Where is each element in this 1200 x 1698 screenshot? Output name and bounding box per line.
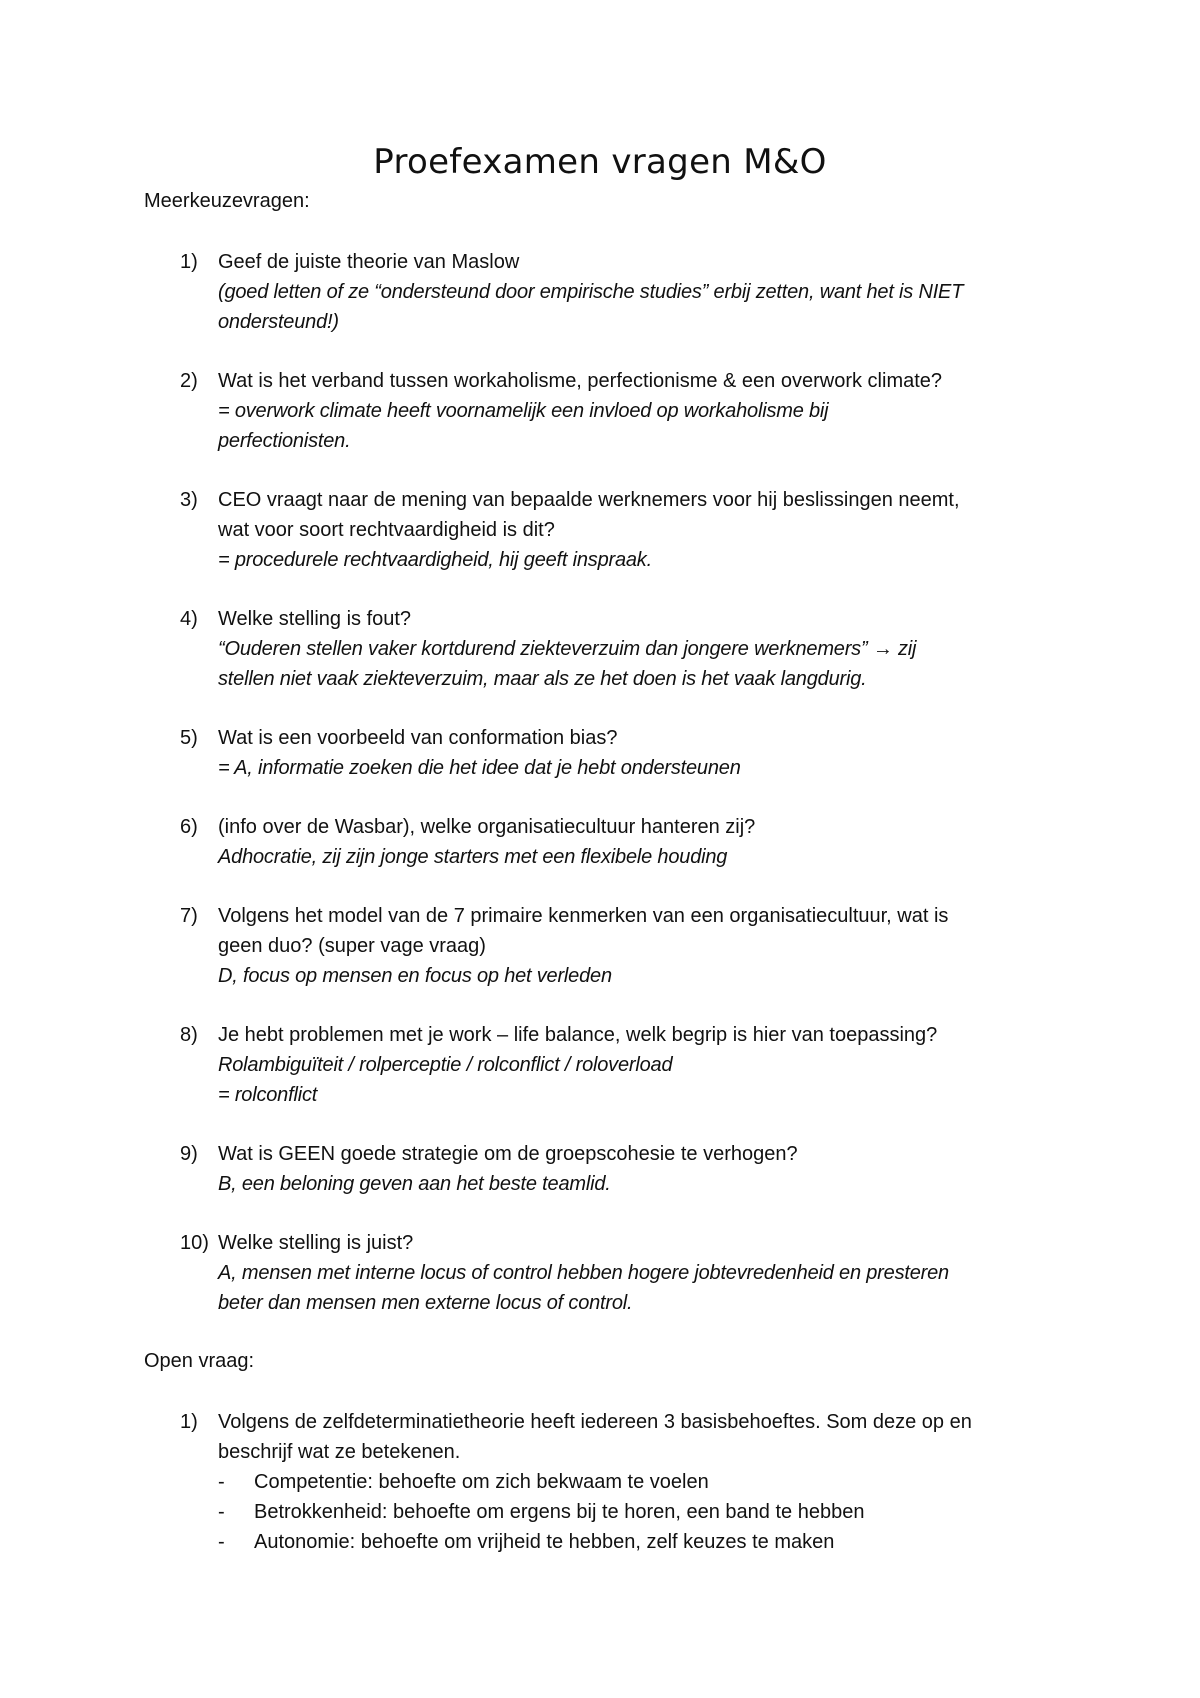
answer-text: perfectionisten.: [218, 430, 351, 452]
answer-text: = procedurele rechtvaardigheid, hij geeft inspraak.: [218, 549, 652, 571]
answer-text: = rolconflict: [218, 1084, 318, 1106]
question-text: beschrijf wat ze betekenen.: [218, 1441, 461, 1463]
question-text: Geef de juiste theorie van Maslow: [218, 251, 520, 273]
bullet-item: Competentie: behoefte om zich bekwaam te voelen: [254, 1471, 709, 1493]
question-text: Wat is GEEN goede strategie om de groepscohesie te verhogen?: [218, 1143, 798, 1165]
question-number: 8): [180, 1024, 198, 1046]
question-text: Wat is een voorbeeld van conformation bias?: [218, 727, 618, 749]
answer-text: (goed letten of ze “ondersteund door empirische studies” erbij zetten, want het is NIET: [218, 281, 964, 303]
bullet-dash: -: [218, 1531, 225, 1553]
answer-text: Rolambiguïteit / rolperceptie / rolconflict / roloverload: [218, 1054, 673, 1076]
question-number: 4): [180, 608, 198, 630]
question-number: 1): [180, 251, 198, 273]
bullet-item: Autonomie: behoefte om vrijheid te hebben, zelf keuzes te maken: [254, 1531, 835, 1553]
question-number: 9): [180, 1143, 198, 1165]
question-number: 10): [180, 1232, 209, 1254]
question-text: Je hebt problemen met je work – life balance, welk begrip is hier van toepassing?: [218, 1024, 938, 1046]
arrow-right-icon: →: [872, 638, 893, 660]
question-text: CEO vraagt naar de mening van bepaalde werknemers voor hij beslissingen neemt,: [218, 489, 960, 511]
mc-heading: Meerkeuzevragen:: [144, 190, 310, 212]
question-number: 2): [180, 370, 198, 392]
question-number: 5): [180, 727, 198, 749]
answer-text: [218, 634, 916, 664]
answer-text: beter dan mensen men externe locus of control.: [218, 1292, 633, 1314]
answer-quote: “Ouderen stellen vaker kortdurend ziekteverzuim dan jongere werknemers”: [218, 638, 868, 660]
answer-text: A, mensen met interne locus of control hebben hogere jobtevredenheid en presteren: [218, 1262, 949, 1284]
question-number: 6): [180, 816, 198, 838]
answer-text: Adhocratie, zij zijn jonge starters met een flexibele houding: [218, 846, 728, 868]
question-text: Volgens het model van de 7 primaire kenmerken van een organisatiecultuur, wat is: [218, 905, 949, 927]
question-text: Welke stelling is juist?: [218, 1232, 414, 1254]
bullet-item: Betrokkenheid: behoefte om ergens bij te horen, een band te hebben: [254, 1501, 865, 1523]
question-text: Volgens de zelfdeterminatietheorie heeft iedereen 3 basisbehoeftes. Som deze op en: [218, 1411, 972, 1433]
question-text: geen duo? (super vage vraag): [218, 935, 486, 957]
answer-continuation: zij: [897, 638, 917, 660]
bullet-dash: -: [218, 1471, 225, 1493]
question-number: 1): [180, 1411, 198, 1433]
answer-text: B, een beloning geven aan het beste teamlid.: [218, 1173, 611, 1195]
question-text: Wat is het verband tussen workaholisme, perfectionisme & een overwork climate?: [218, 370, 943, 392]
page-title: Proefexamen vragen M&O: [373, 142, 827, 182]
answer-text: ondersteund!): [218, 311, 339, 333]
answer-text: stellen niet vaak ziekteverzuim, maar als ze het doen is het vaak langdurig.: [218, 668, 867, 690]
question-number: 3): [180, 489, 198, 511]
open-heading: Open vraag:: [144, 1350, 255, 1372]
question-text: (info over de Wasbar), welke organisatiecultuur hanteren zij?: [218, 816, 756, 838]
bullet-dash: -: [218, 1501, 225, 1523]
question-text: wat voor soort rechtvaardigheid is dit?: [218, 519, 555, 541]
question-number: 7): [180, 905, 198, 927]
answer-text: = overwork climate heeft voornamelijk een invloed op workaholisme bij: [218, 400, 829, 422]
answer-text: D, focus op mensen en focus op het verleden: [218, 965, 612, 987]
answer-text: = A, informatie zoeken die het idee dat je hebt ondersteunen: [218, 757, 741, 779]
question-text: Welke stelling is fout?: [218, 608, 412, 630]
